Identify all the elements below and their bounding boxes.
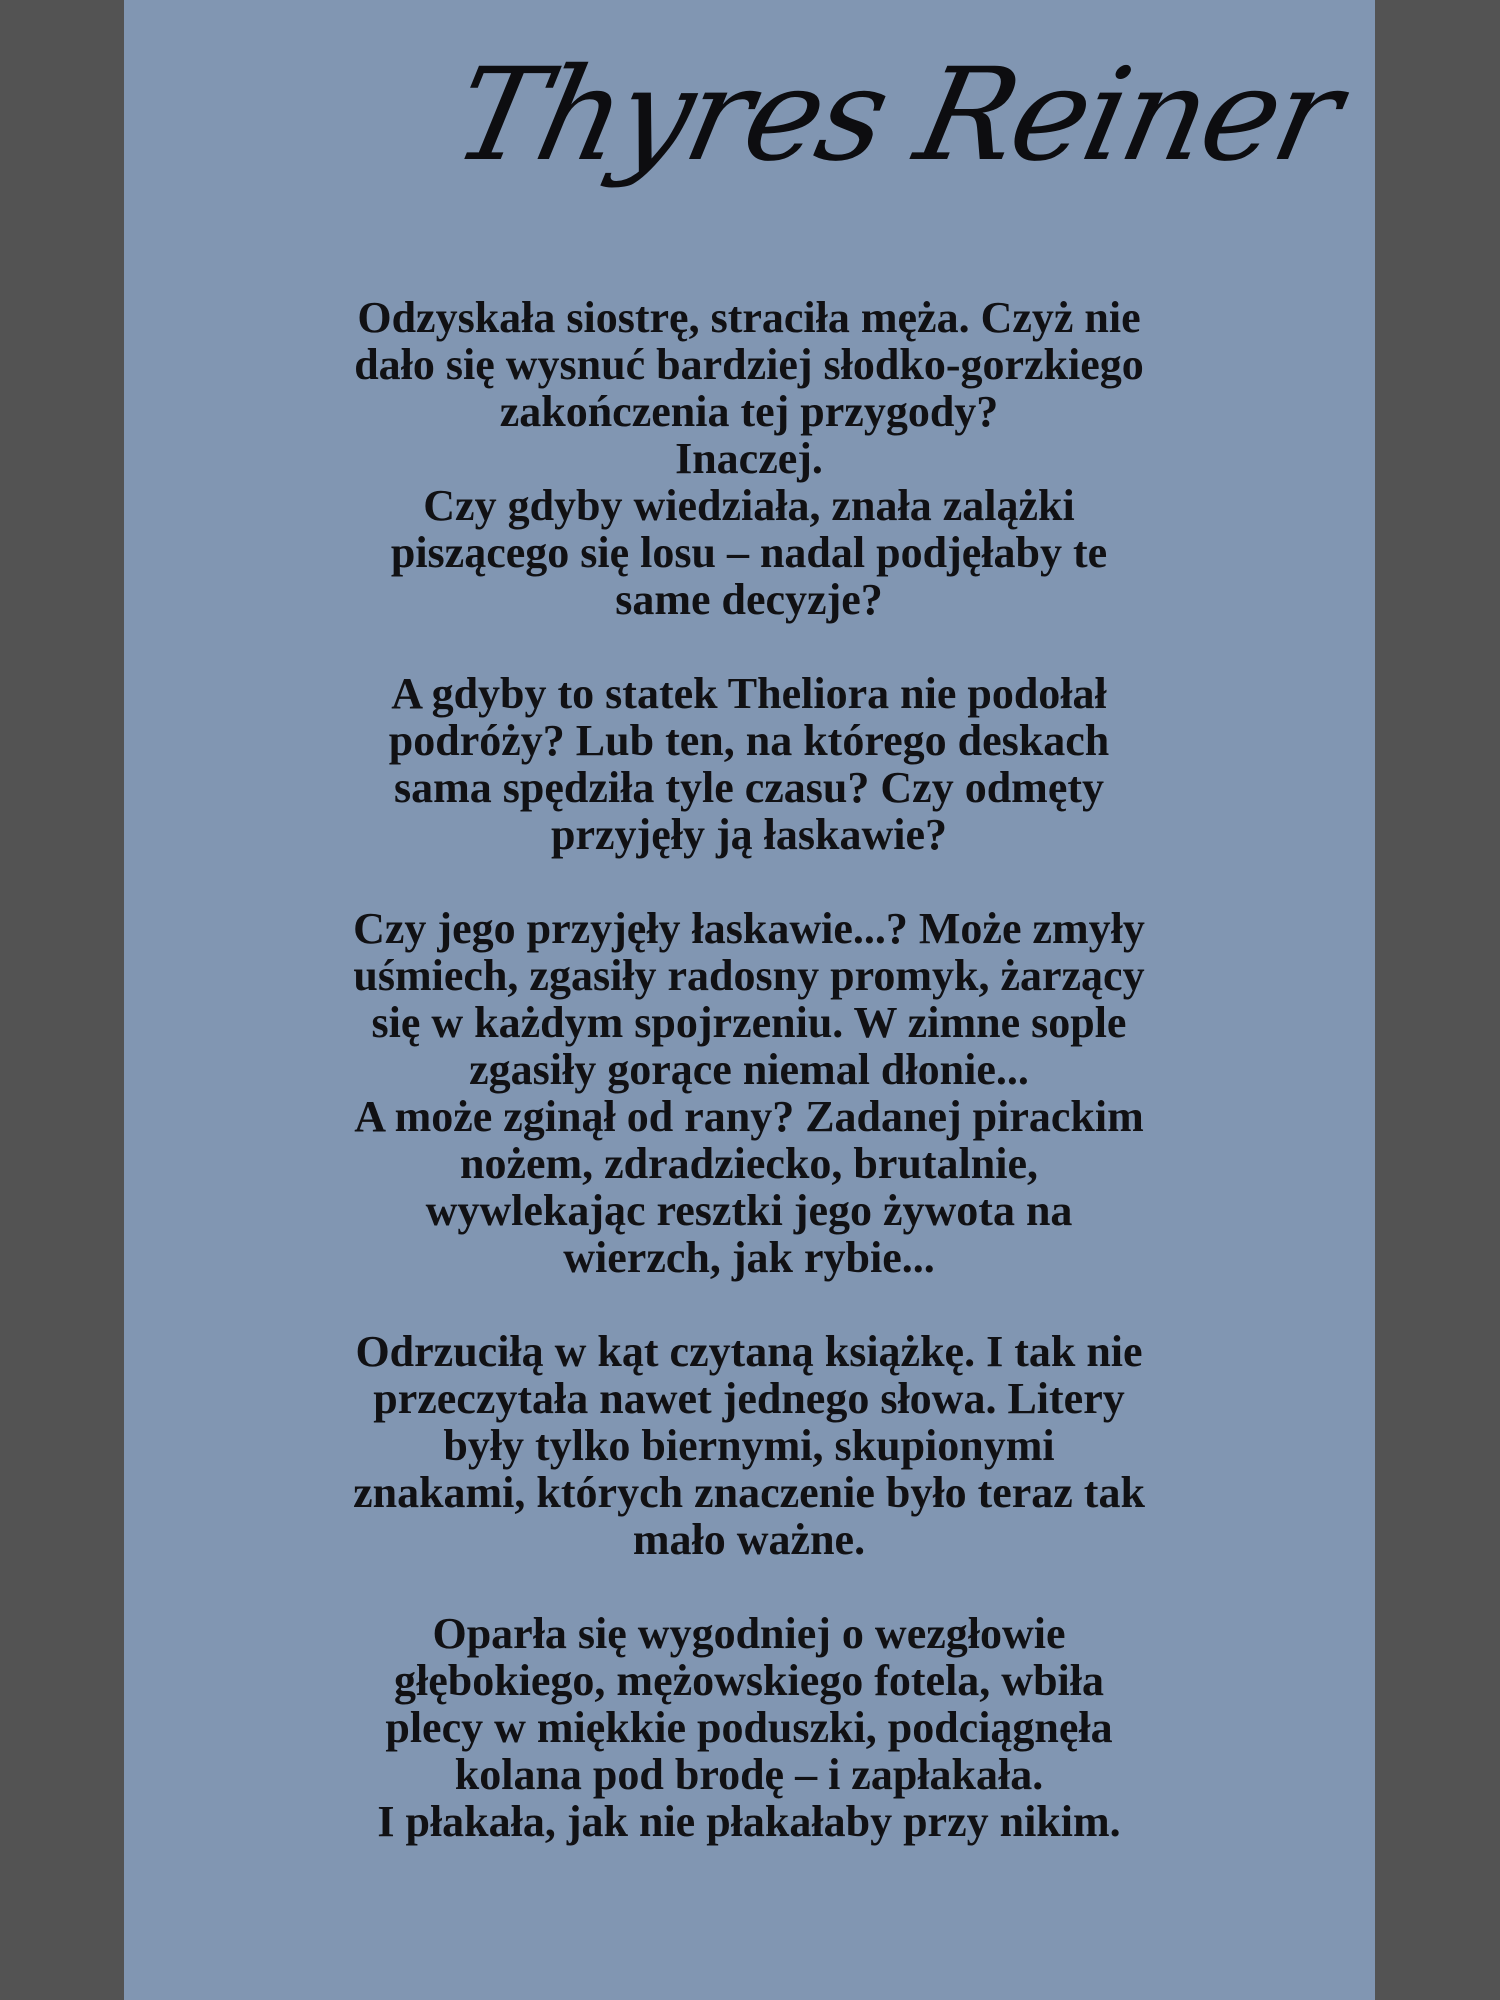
text-line: podróży? Lub ten, na którego deskach xyxy=(388,716,1110,765)
text-line: A gdyby to statek Theliora nie podołał xyxy=(391,669,1107,718)
text-line: zgasiły gorące niemal dłonie... xyxy=(469,1045,1029,1094)
text-line: uśmiech, zgasiły radosny promyk, żarzący xyxy=(353,951,1145,1000)
text-line: były tylko biernymi, skupionymi xyxy=(443,1421,1055,1470)
text-line: sama spędziła tyle czasu? Czy odmęty xyxy=(393,763,1104,812)
text-line: nożem, zdradziecko, brutalnie, xyxy=(459,1139,1039,1188)
story-text xyxy=(274,294,1224,1845)
text-line: Czy jego przyjęły łaskawie...? Może zmyły xyxy=(353,904,1145,953)
text-line: Odzyskała siostrę, straciła męża. Czyż nie xyxy=(357,293,1141,342)
text-line: mało ważne. xyxy=(632,1515,866,1564)
text-line: wierzch, jak rybie... xyxy=(563,1233,935,1282)
text-line: A może zginął od rany? Zadanej pirackim xyxy=(354,1092,1144,1141)
text-line: głębokiego, mężowskiego fotela, wbiła xyxy=(393,1656,1105,1705)
text-line: przeczytała nawet jednego słowa. Litery xyxy=(373,1374,1125,1423)
text-line: przyjęły ją łaskawie? xyxy=(551,810,947,859)
text-line: zakończenia tej przygody? xyxy=(499,387,999,436)
text-line: Odrzuciłą w kąt czytaną książkę. I tak nie xyxy=(355,1327,1143,1376)
paragraph-gap xyxy=(274,623,1224,670)
text-line: Czy gdyby wiedziała, znała zalążki xyxy=(423,481,1075,530)
paragraph-gap xyxy=(274,858,1224,905)
paragraph-5 xyxy=(274,1610,1224,1845)
signature-title: Thyres Reiner xyxy=(442,41,1351,190)
paragraph-gap xyxy=(274,1563,1224,1610)
text-line: Oparła się wygodniej o wezgłowie xyxy=(432,1609,1066,1658)
paragraph-3 xyxy=(274,905,1224,1281)
paragraph-2 xyxy=(274,670,1224,858)
text-line: wywlekając resztki jego żywota na xyxy=(425,1186,1073,1235)
document-page xyxy=(124,0,1375,2000)
text-line: I płakała, jak nie płakałaby przy nikim. xyxy=(377,1797,1121,1846)
text-line: znakami, których znaczenie było teraz tak xyxy=(353,1468,1145,1517)
paragraph-gap xyxy=(274,1281,1224,1328)
text-line: piszącego się losu – nadal podjęłaby te xyxy=(390,528,1108,577)
text-line: dało się wysnuć bardziej słodko-gorzkiego xyxy=(354,340,1144,389)
paragraph-1 xyxy=(274,294,1224,623)
text-line: kolana pod brodę – i zapłakała. xyxy=(454,1750,1044,1799)
paragraph-4 xyxy=(274,1328,1224,1563)
text-line: Inaczej. xyxy=(675,434,823,483)
text-line: same decyzje? xyxy=(615,575,883,624)
text-line: plecy w miękkie poduszki, podciągnęła xyxy=(385,1703,1113,1752)
text-line: się w każdym spojrzeniu. W zimne sople xyxy=(371,998,1127,1047)
